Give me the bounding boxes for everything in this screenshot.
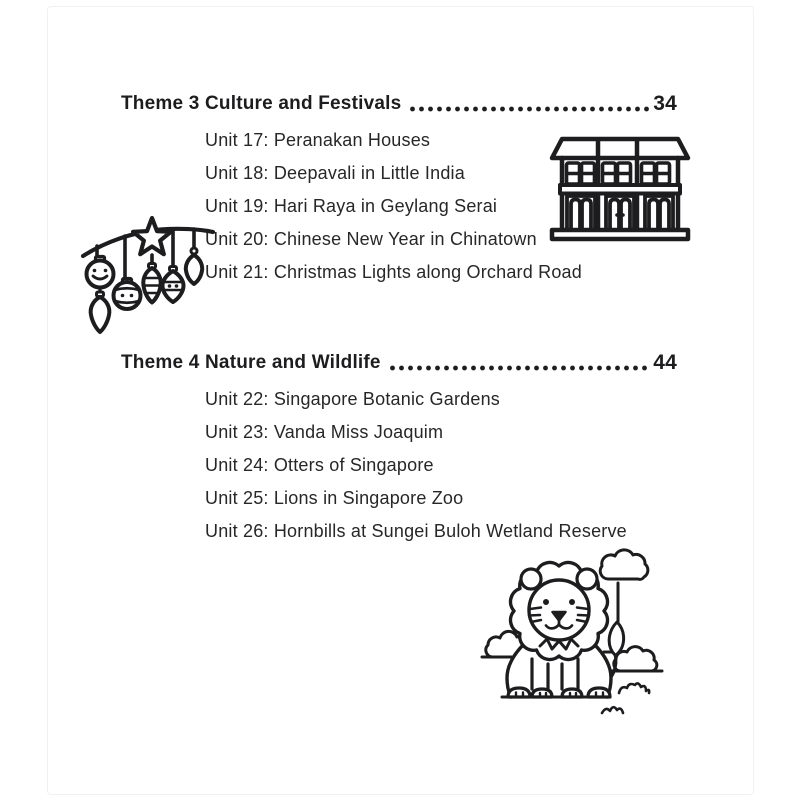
dotted-leader bbox=[408, 106, 650, 112]
theme-title: Culture and Festivals bbox=[205, 93, 402, 114]
dotted-leader bbox=[388, 365, 651, 371]
toc-unit-list-theme-4 bbox=[205, 383, 627, 547]
theme-title: Nature and Wildlife bbox=[205, 352, 381, 373]
page-number: 44 bbox=[653, 351, 677, 374]
toc-heading-theme-4 bbox=[121, 351, 677, 374]
shophouse-icon bbox=[549, 132, 691, 242]
toc-unit-entry: Unit 23: Vanda Miss Joaquim bbox=[205, 421, 444, 442]
toc-unit-entry: Unit 17: Peranakan Houses bbox=[205, 129, 431, 150]
theme-label: Theme 4 bbox=[121, 352, 200, 373]
toc-unit-entry: Unit 18: Deepavali in Little India bbox=[205, 162, 465, 183]
page-number: 34 bbox=[653, 92, 677, 115]
toc-unit-entry: Unit 20: Chinese New Year in Chinatown bbox=[205, 228, 537, 249]
toc-unit-entry: Unit 25: Lions in Singapore Zoo bbox=[205, 487, 464, 508]
toc-unit-entry: Unit 24: Otters of Singapore bbox=[205, 454, 434, 475]
christmas-ornaments-icon bbox=[77, 214, 219, 340]
toc-unit-entry: Unit 22: Singapore Botanic Gardens bbox=[205, 388, 500, 409]
toc-heading-theme-3 bbox=[121, 92, 677, 115]
toc-unit-list-theme-3 bbox=[205, 124, 582, 288]
theme-label: Theme 3 bbox=[121, 93, 200, 114]
toc-unit-entry: Unit 21: Christmas Lights along Orchard Road bbox=[205, 261, 582, 282]
toc-unit-entry: Unit 26: Hornbills at Sungei Buloh Wetland Reserve bbox=[205, 520, 627, 541]
toc-unit-entry: Unit 19: Hari Raya in Geylang Serai bbox=[205, 195, 498, 216]
lion-icon bbox=[480, 543, 702, 735]
